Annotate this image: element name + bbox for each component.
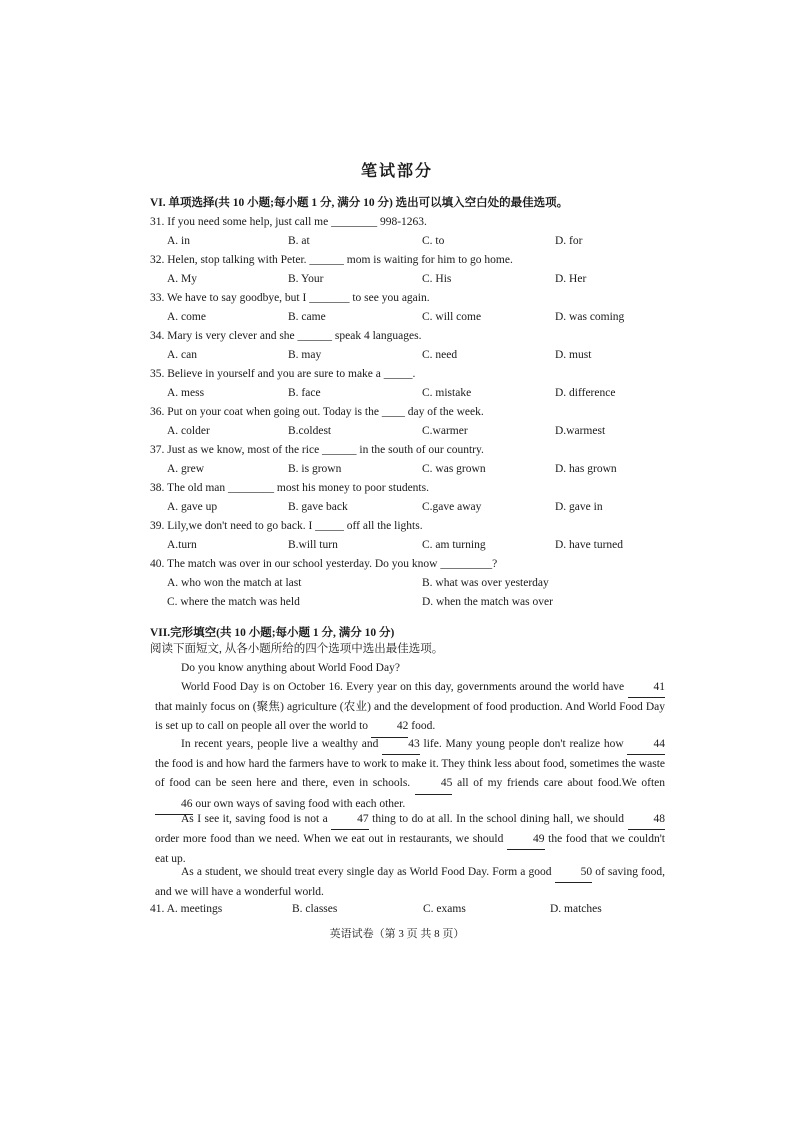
question-option: C. His bbox=[422, 273, 452, 285]
question-stem: 33. We have to say goodbye, but I _______ to see you again. bbox=[150, 292, 430, 304]
question-option: A. My bbox=[167, 273, 198, 285]
question-option: B.coldest bbox=[288, 425, 332, 437]
question-option: B. is grown bbox=[288, 463, 342, 475]
question-option: D. has grown bbox=[555, 463, 617, 475]
question-option: D.warmest bbox=[555, 425, 606, 437]
blank-50: 50 bbox=[555, 863, 593, 883]
blank-45: 45 bbox=[415, 774, 453, 794]
question-stem: 34. Mary is very clever and she ______ speak 4 languages. bbox=[150, 330, 422, 342]
question-option: D. difference bbox=[555, 387, 616, 399]
question-stem: 35. Believe in yourself and you are sure to make a _____. bbox=[150, 368, 416, 380]
question-option: B. at bbox=[288, 235, 310, 247]
blank-41: 41 bbox=[628, 678, 666, 698]
question-41-option-d: D. matches bbox=[550, 903, 602, 915]
passage-paragraph-5: As a student, we should treat every single day as World Food Day. Form a good 50 of saving food, and we will have a wonderful world. bbox=[155, 863, 665, 902]
question-option: B. came bbox=[288, 311, 326, 323]
question-option: C.warmer bbox=[422, 425, 468, 437]
question-option: A. who won the match at last bbox=[167, 577, 302, 589]
question-option: C. to bbox=[422, 235, 445, 247]
question-option: A. can bbox=[167, 349, 198, 361]
question-option: B. Your bbox=[288, 273, 324, 285]
question-stem: 37. Just as we know, most of the rice ______ in the south of our country. bbox=[150, 444, 484, 456]
section-7-header: VII.完形填空(共 10 小题;每小题 1 分, 满分 10 分) bbox=[150, 627, 395, 639]
question-stem: 39. Lily,we don't need to go back. I _____ off all the lights. bbox=[150, 520, 423, 532]
question-option: C. am turning bbox=[422, 539, 486, 551]
question-option: B. what was over yesterday bbox=[422, 577, 549, 589]
question-stem: 38. The old man ________ most his money to poor students. bbox=[150, 482, 429, 494]
question-option: C. was grown bbox=[422, 463, 486, 475]
question-option: A. grew bbox=[167, 463, 205, 475]
passage-paragraph-2: World Food Day is on October 16. Every year on this day, governments around the world have 41 that mainly focus on (聚焦) agriculture (农业) and the development of food production. And World Food Day is set up to call on people all over the world to 42 food. bbox=[155, 678, 665, 738]
question-option: B. gave back bbox=[288, 501, 348, 513]
section-6-header: VI. 单项选择(共 10 小题;每小题 1 分, 满分 10 分) 选出可以填入空白处的最佳选项。 bbox=[150, 197, 569, 209]
question-41-stem: 41. A. meetings bbox=[150, 903, 223, 915]
question-option: C.gave away bbox=[422, 501, 482, 513]
question-option: A. in bbox=[167, 235, 190, 247]
blank-44: 44 bbox=[627, 735, 665, 755]
question-stem: 31. If you need some help, just call me ________ 998-1263. bbox=[150, 216, 427, 228]
question-option: D. must bbox=[555, 349, 592, 361]
passage-paragraph-3: In recent years, people live a wealthy and 43 life. Many young people don't realize how 44 the food is and how hard the farmers have to work to make it. They think less about food, sometimes the waste of food can be seen here and there, even in schools. 45 all of my friends care about food.We often 46 our own ways of saving food with each other. bbox=[155, 735, 665, 815]
passage-paragraph-4: As I see it, saving food is not a 47 thing to do at all. In the school dining hall, we should 48 order more food than we need. When we eat out in restaurants, we should 49 the food that we couldn't eat up. bbox=[155, 810, 665, 870]
blank-47: 47 bbox=[331, 810, 369, 830]
question-option: A.turn bbox=[167, 539, 197, 551]
question-stem: 36. Put on your coat when going out. Today is the ____ day of the week. bbox=[150, 406, 484, 418]
blank-46: 46 bbox=[155, 795, 193, 815]
question-option: A. mess bbox=[167, 387, 205, 399]
passage-paragraph-1: Do you know anything about World Food Day? bbox=[181, 662, 400, 674]
question-option: B. may bbox=[288, 349, 322, 361]
question-option: D. was coming bbox=[555, 311, 625, 323]
question-option: B.will turn bbox=[288, 539, 338, 551]
question-option: D. gave in bbox=[555, 501, 603, 513]
question-option: C. will come bbox=[422, 311, 482, 323]
question-option: D. when the match was over bbox=[422, 596, 553, 608]
question-option: D. for bbox=[555, 235, 583, 247]
question-stem: 32. Helen, stop talking with Peter. ______ mom is waiting for him to go home. bbox=[150, 254, 513, 266]
section-7-instruction: 阅读下面短文, 从各小题所给的四个选项中选出最佳选项。 bbox=[150, 643, 444, 655]
question-option: C. need bbox=[422, 349, 458, 361]
question-option: D. have turned bbox=[555, 539, 624, 551]
question-option: D. Her bbox=[555, 273, 587, 285]
blank-42: 42 bbox=[371, 717, 409, 737]
question-option: A. gave up bbox=[167, 501, 218, 513]
page-footer: 英语试卷（第 3 页 共 8 页） bbox=[329, 928, 465, 940]
blank-43: 43 bbox=[382, 735, 420, 755]
question-option: A. come bbox=[167, 311, 206, 323]
question-41-option-b: B. classes bbox=[292, 903, 338, 915]
question-41-option-c: C. exams bbox=[423, 903, 466, 915]
question-stem: 40. The match was over in our school yesterday. Do you know _________? bbox=[150, 558, 498, 570]
question-option: A. colder bbox=[167, 425, 210, 437]
blank-48: 48 bbox=[628, 810, 666, 830]
question-option: B. face bbox=[288, 387, 321, 399]
question-option: C. mistake bbox=[422, 387, 472, 399]
page-title: 笔试部分 bbox=[360, 163, 433, 180]
question-option: C. where the match was held bbox=[167, 596, 300, 608]
blank-49: 49 bbox=[507, 830, 545, 850]
